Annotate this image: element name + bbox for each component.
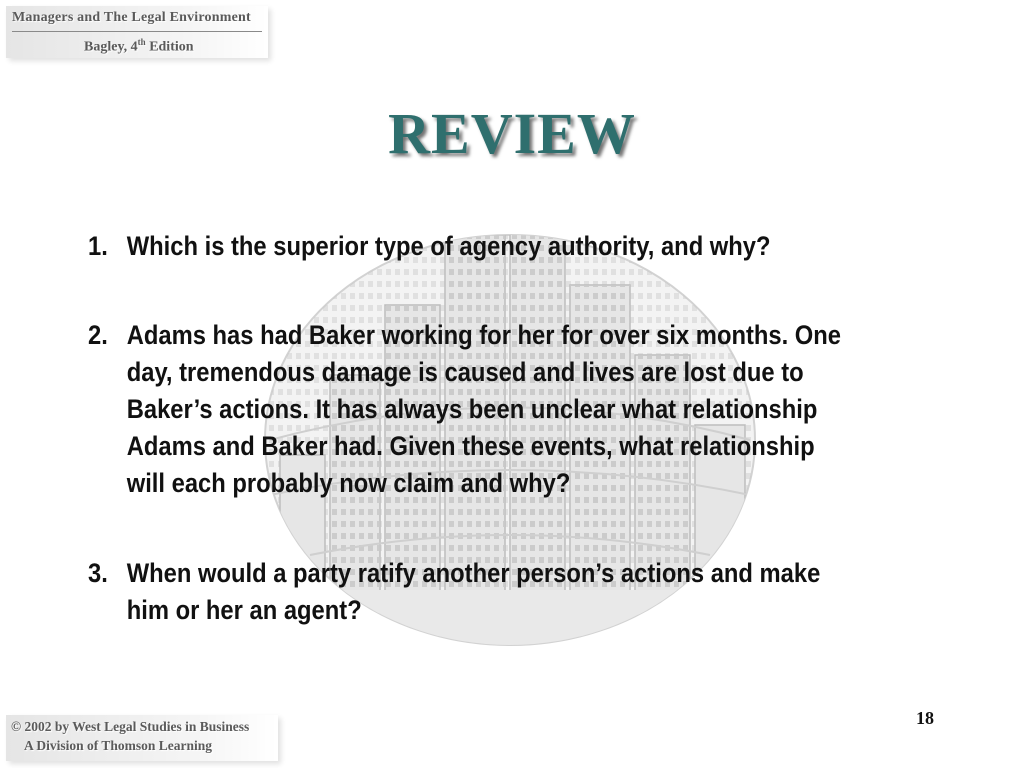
header-divider	[12, 31, 262, 32]
edition-label: Edition	[145, 39, 194, 55]
slide-title: REVIEW	[388, 101, 636, 166]
edition-superscript: th	[137, 37, 146, 47]
book-title: Managers and The Legal Environment	[12, 10, 251, 25]
publisher-division: A Division of Thomson Learning	[24, 738, 213, 753]
book-edition	[84, 37, 194, 56]
copyright-text: © 2002 by West Legal Studies in Business	[11, 719, 250, 734]
question-text: Which is the superior type of agency authority, and why?	[126, 231, 771, 261]
question-text: When would a party ratify another person’s actions and make him or her an agent?	[126, 558, 821, 625]
question-number: 1.	[88, 231, 108, 261]
review-question-2	[88, 317, 854, 502]
book-header	[6, 6, 268, 58]
copyright-footer	[6, 715, 278, 761]
question-text: Adams has had Baker working for her for over six months. One day, tremendous damage is caused and lives are lost due to Baker’s actions. It has always been unclear what relationship Adams and Baker had. Given these events, what relationship will each probably now claim and why?	[126, 320, 842, 498]
edition-author: Bagley, 4	[84, 39, 138, 55]
review-question-1	[88, 228, 854, 265]
page-number: 18	[916, 708, 934, 728]
review-question-3	[88, 555, 854, 629]
question-number: 3.	[88, 558, 108, 588]
question-number: 2.	[88, 320, 108, 350]
